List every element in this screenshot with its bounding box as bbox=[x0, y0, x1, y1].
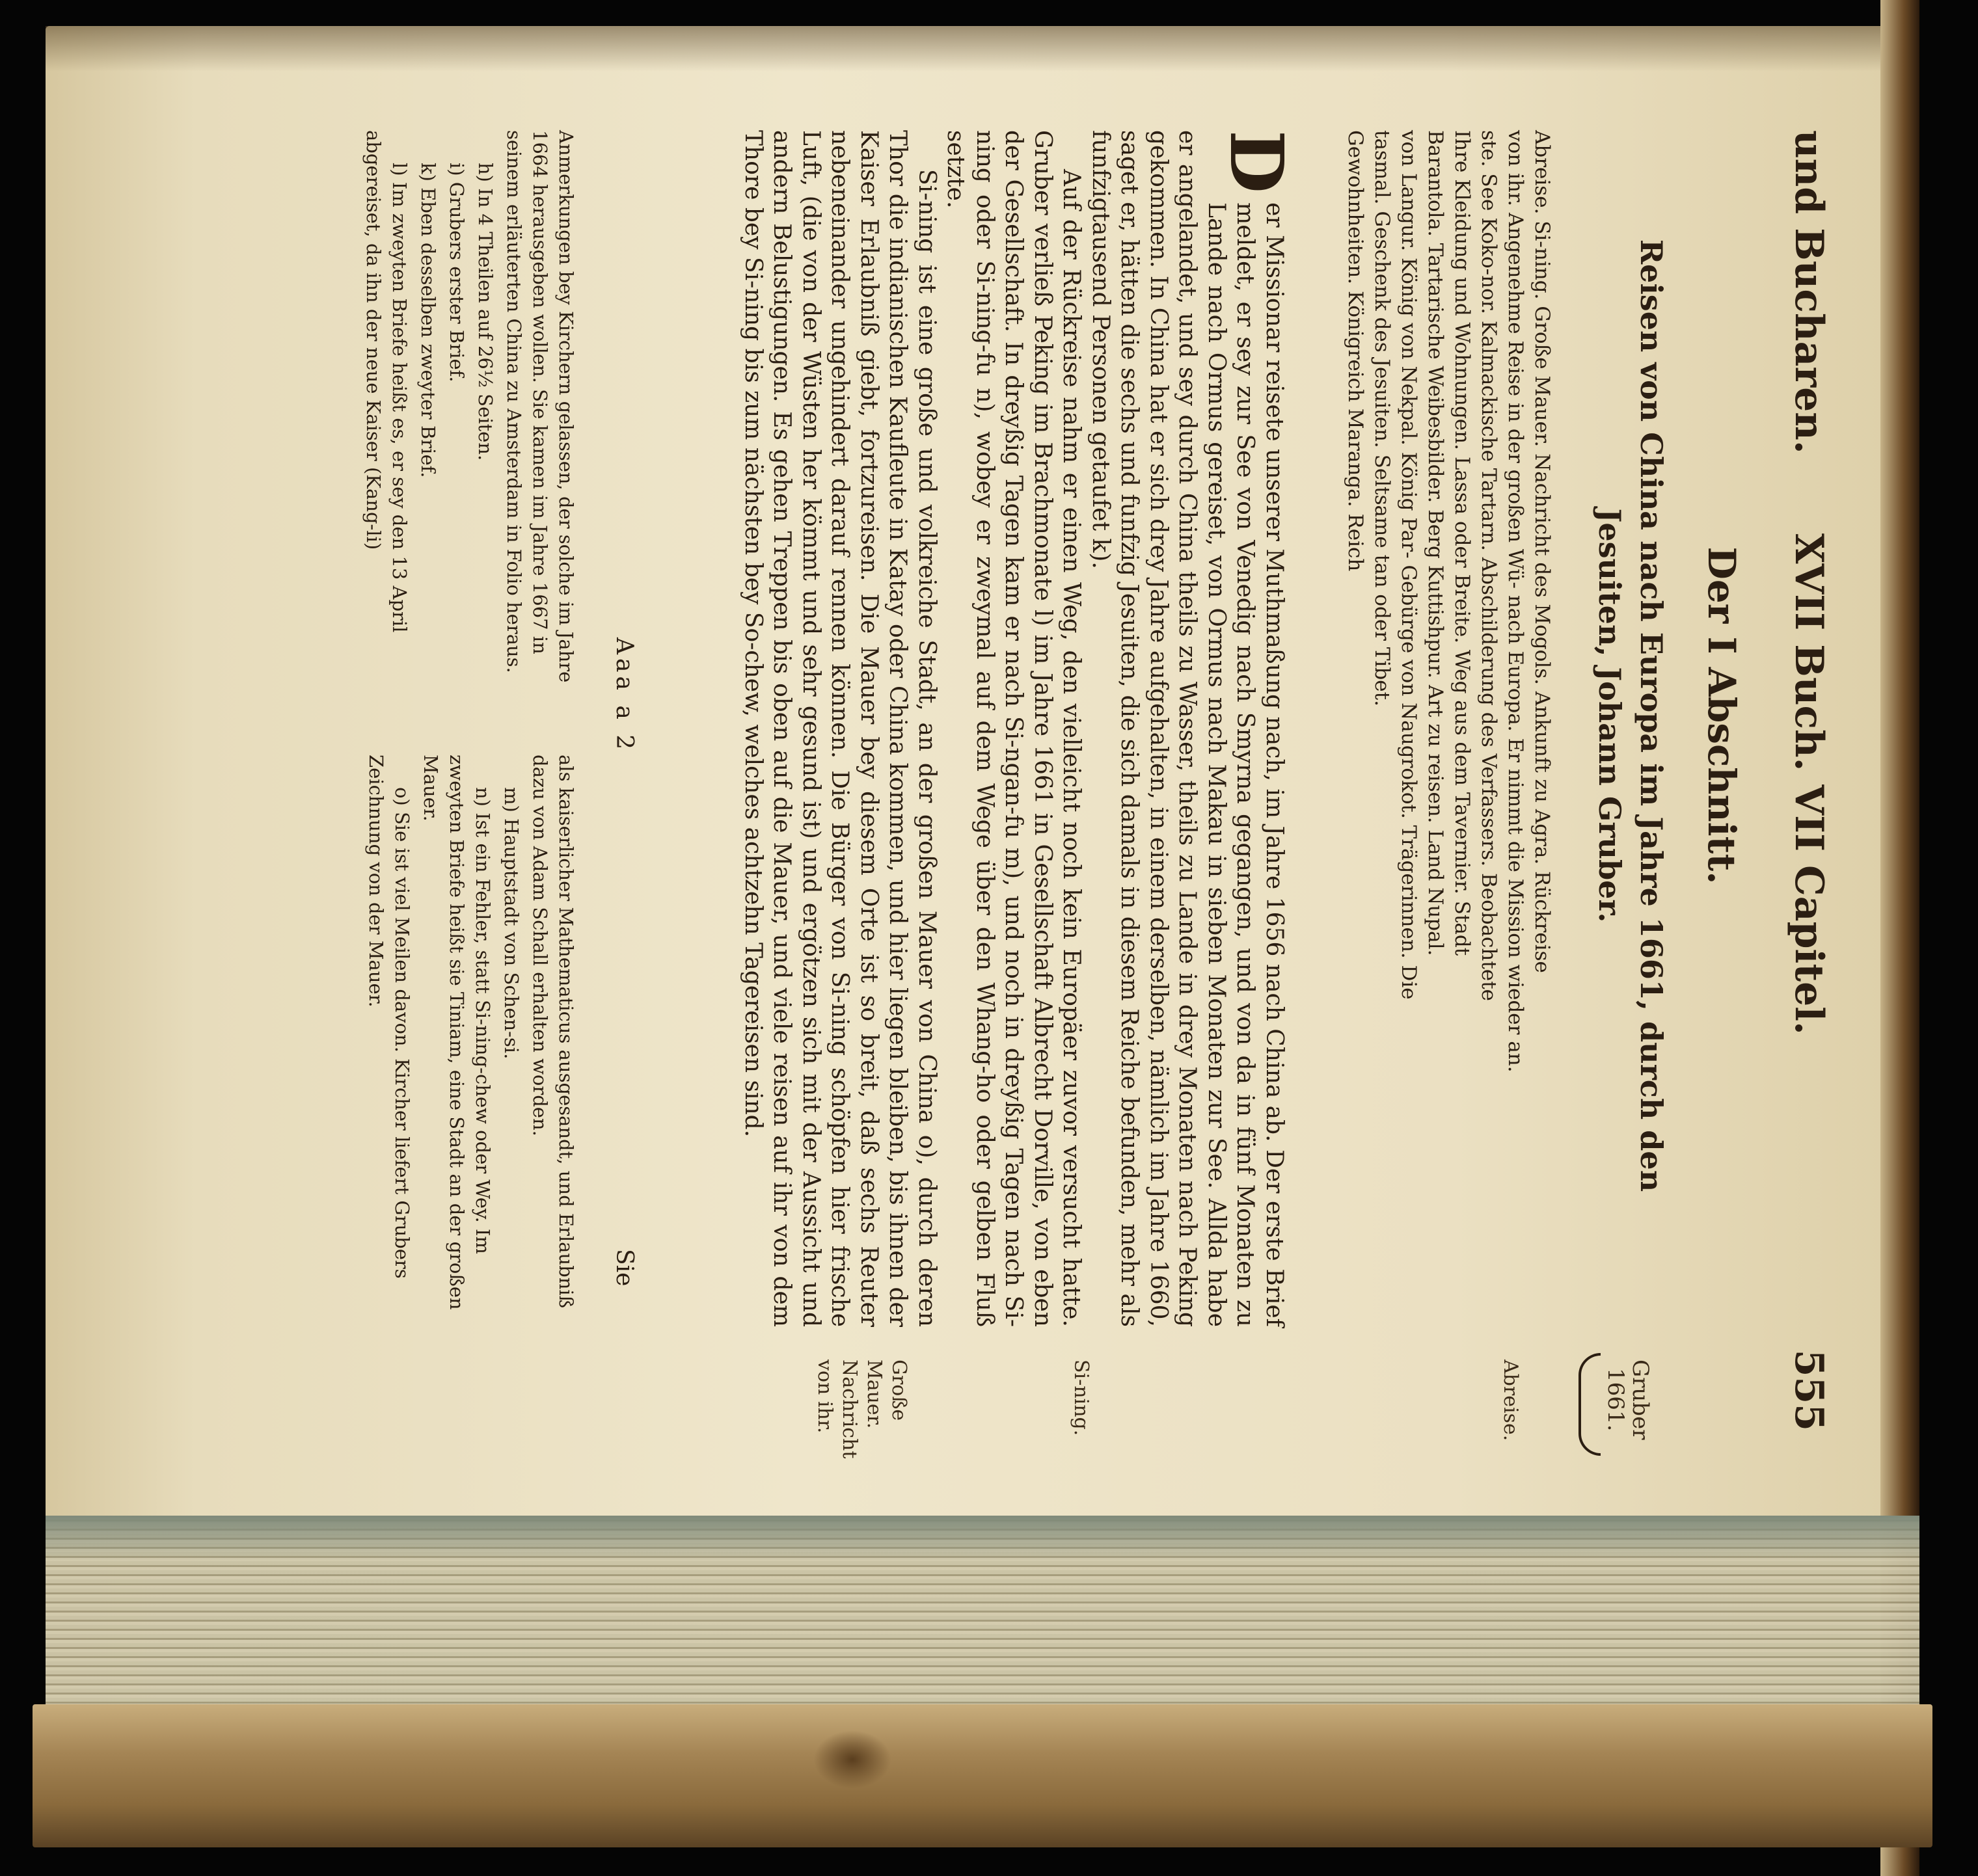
body-paragraph: Si-ning ist eine große und volkreiche Stadt, an der großen Mauer von China o), durch deren Thor die indianischen Kaufleute in Katay oder China kommen, und hier liegen bleiben, bis ihnen der Kaiser Erlaubniß giebt, fortzureisen. Die Mauer bey diesem Orte ist so breit, daß sechs Reuter nebeneinander ungehindert darauf rennen können. Die Bürger von Si-ning schöpfen hier frische Luft, (die von der Wüsten her kömmt und sehr gesund ist) und ergötzen sich mit der Aussicht und andern Belustigungen. Es gehen Treppen bis oben auf die Mauer, und viele reisen auf ihr von dem Thore bey Si-ning bis zum nächsten bey So-chew, welches achtzehn Tagereisen sind. bbox=[740, 130, 940, 1327]
summary-line: Abreise. Si-ning. Große Mauer. Nachricht des Mogols. Ankunft zu Agra. Rückreise bbox=[1530, 130, 1554, 973]
margin-note-line: Gruber bbox=[1627, 1360, 1653, 1440]
leather-cover bbox=[33, 1704, 1932, 1847]
footnote: m) Hauptstadt von Schen-si. bbox=[500, 787, 522, 1060]
running-head-left: und Bucharen. bbox=[1786, 130, 1832, 454]
paragraph-text: er Missionar reisete unserer Muthmaßung nach, im Jahre 1656 nach China ab. Der erste Brief meldet, er sey zur See von Venedig nach Smyrna gegangen, und von da in fünf Monaten zu Lande nach Ormus gereiset, von Ormus nach Makau in sieben Monaten zur See. Allda habe er angelandet, und sey durch China theils zu Wasser, theils zu Lande in drey Monaten nach Peking gekommen. In China hat er sich drey Jahre aufgehalten, in einem derselben, nämlich im Jahre 1660, saget er, hätten die sechs und funfzig Jesuiten, die sich damals in diesem Reiche befunden, mehr als funfzigtausend Personen getaufet k). bbox=[1087, 130, 1288, 1327]
margin-note-line: Abreise. bbox=[1499, 1360, 1522, 1441]
body-text bbox=[738, 130, 1299, 1327]
summary-line: tasmal. Geschenk des Jesuiten. Seltsame tan oder Tibet. bbox=[1370, 130, 1394, 706]
cover-stain bbox=[813, 1730, 891, 1789]
summary-line: von Langur. König von Nekpal. König Par- Gebürge von Naugrokot. Trägerinnen. Die bbox=[1397, 130, 1420, 1000]
footnote: als kaiserlicher Mathematicus ausgesandt, und Erlaubniß dazu von Adam Schall erhalten worden. bbox=[529, 755, 577, 1309]
margin-note-line: Nachricht bbox=[838, 1360, 861, 1459]
catch-word: Sie bbox=[611, 1249, 638, 1287]
chapter-summary bbox=[1342, 130, 1555, 1327]
footnotes-left-column bbox=[358, 130, 579, 703]
margin-note-sining bbox=[1068, 1360, 1093, 1436]
section-title: Der I Abschnitt. bbox=[1700, 546, 1744, 885]
margin-note-abreise bbox=[1498, 1360, 1523, 1441]
margin-note-mauer bbox=[812, 1360, 911, 1458]
running-head-center: XVII Buch. VII Capitel. bbox=[1786, 533, 1832, 1035]
margin-note-line: Große bbox=[887, 1360, 910, 1421]
subtitle-line: Reisen von China nach Europa im Jahre 1661, durch den bbox=[1634, 239, 1669, 1192]
footnote: i) Grubers erster Brief. bbox=[446, 163, 468, 382]
summary-line: ste. See Koko-nor. Kalmackische Tartarn. Abschilderung des Verfassers. Beobachtete bbox=[1477, 130, 1500, 1001]
summary-line: Barantola. Tartarische Weibesbilder. Berg Kuttishpur. Art zu reisen. Land Nupal. bbox=[1424, 130, 1447, 956]
margin-note-date bbox=[1603, 1360, 1653, 1440]
footnote: h) In 4 Theilen auf 26½ Seiten. bbox=[474, 163, 496, 461]
summary-line: von ihr. Angenehme Reise in der großen Wü- nach Europa. Er nimmt die Mission wieder an. bbox=[1504, 130, 1527, 1073]
footnote: Anmerkungen bey Kirchern gelassen, der solche im Jahre 1664 herausgeben wollen. Sie kamen im Jahre 1667 in seinem erläuterten China zu Amsterdam in Folio heraus. bbox=[503, 130, 577, 683]
body-paragraph: Auf der Rückreise nahm er einen Weg, den vielleicht noch kein Europäer zuvor versucht hatte. Gruber verließ Peking im Brachmonate l) im Jahre 1661 in Gesellschaft Albrecht Dorville, von eben der Gesellschaft. In dreyßig Tagen kam er nach Si-ngan-fu m), und noch in dreyßig Tagen nach Si-ning oder Si-ning-fu n), wobey er zweymal auf dem Wege über den Whang-ho oder gelben Fluß setzte. bbox=[942, 130, 1085, 1327]
footnotes-right-column bbox=[360, 755, 579, 1327]
running-head bbox=[1783, 130, 1835, 1431]
chapter-subtitle bbox=[1589, 130, 1672, 1301]
margin-note-line: Si-ning. bbox=[1070, 1360, 1092, 1436]
body-paragraph bbox=[1086, 130, 1299, 1327]
signature-mark: Aaa a 2 bbox=[611, 637, 638, 754]
drop-cap: D bbox=[1213, 130, 1299, 194]
subtitle-line: Jesuiten, Johann Gruber. bbox=[1592, 508, 1627, 923]
footnote: n) Ist ein Fehler, statt Si-ning-chew oder Wey. Im zweyten Briefe heißt sie Tiniam, eine Stadt an der großen Mauer. bbox=[420, 755, 494, 1310]
footnote: l) Im zweyten Briefe heißt es, er sey den 13 April abgereiset, da ihn der neue Kaiser (Kang-li) bbox=[362, 130, 411, 633]
footnotes bbox=[215, 130, 579, 1327]
summary-line: Gewohnheiten. Königreich Maranga. Reich bbox=[1344, 130, 1367, 572]
summary-line: Ihre Kleidung und Wohnungen. Lassa oder Breite. Weg aus dem Tavernier. Stadt bbox=[1450, 130, 1474, 956]
footnote: k) Eben desselben zweyter Brief. bbox=[417, 163, 439, 478]
rotated-text-layer bbox=[169, 65, 1861, 1496]
margin-brace bbox=[1578, 1353, 1601, 1456]
footnote: o) Sie ist viel Meilen davon. Kircher liefert Grubers Zeichnung von der Mauer. bbox=[365, 755, 413, 1279]
margin-note-line: Mauer. bbox=[863, 1360, 886, 1429]
margin-note-line: 1661. bbox=[1603, 1368, 1629, 1432]
margin-note-line: von ihr. bbox=[813, 1360, 836, 1434]
page-number: 555 bbox=[1786, 1349, 1832, 1431]
page-edges-shadow bbox=[46, 1516, 1919, 1561]
